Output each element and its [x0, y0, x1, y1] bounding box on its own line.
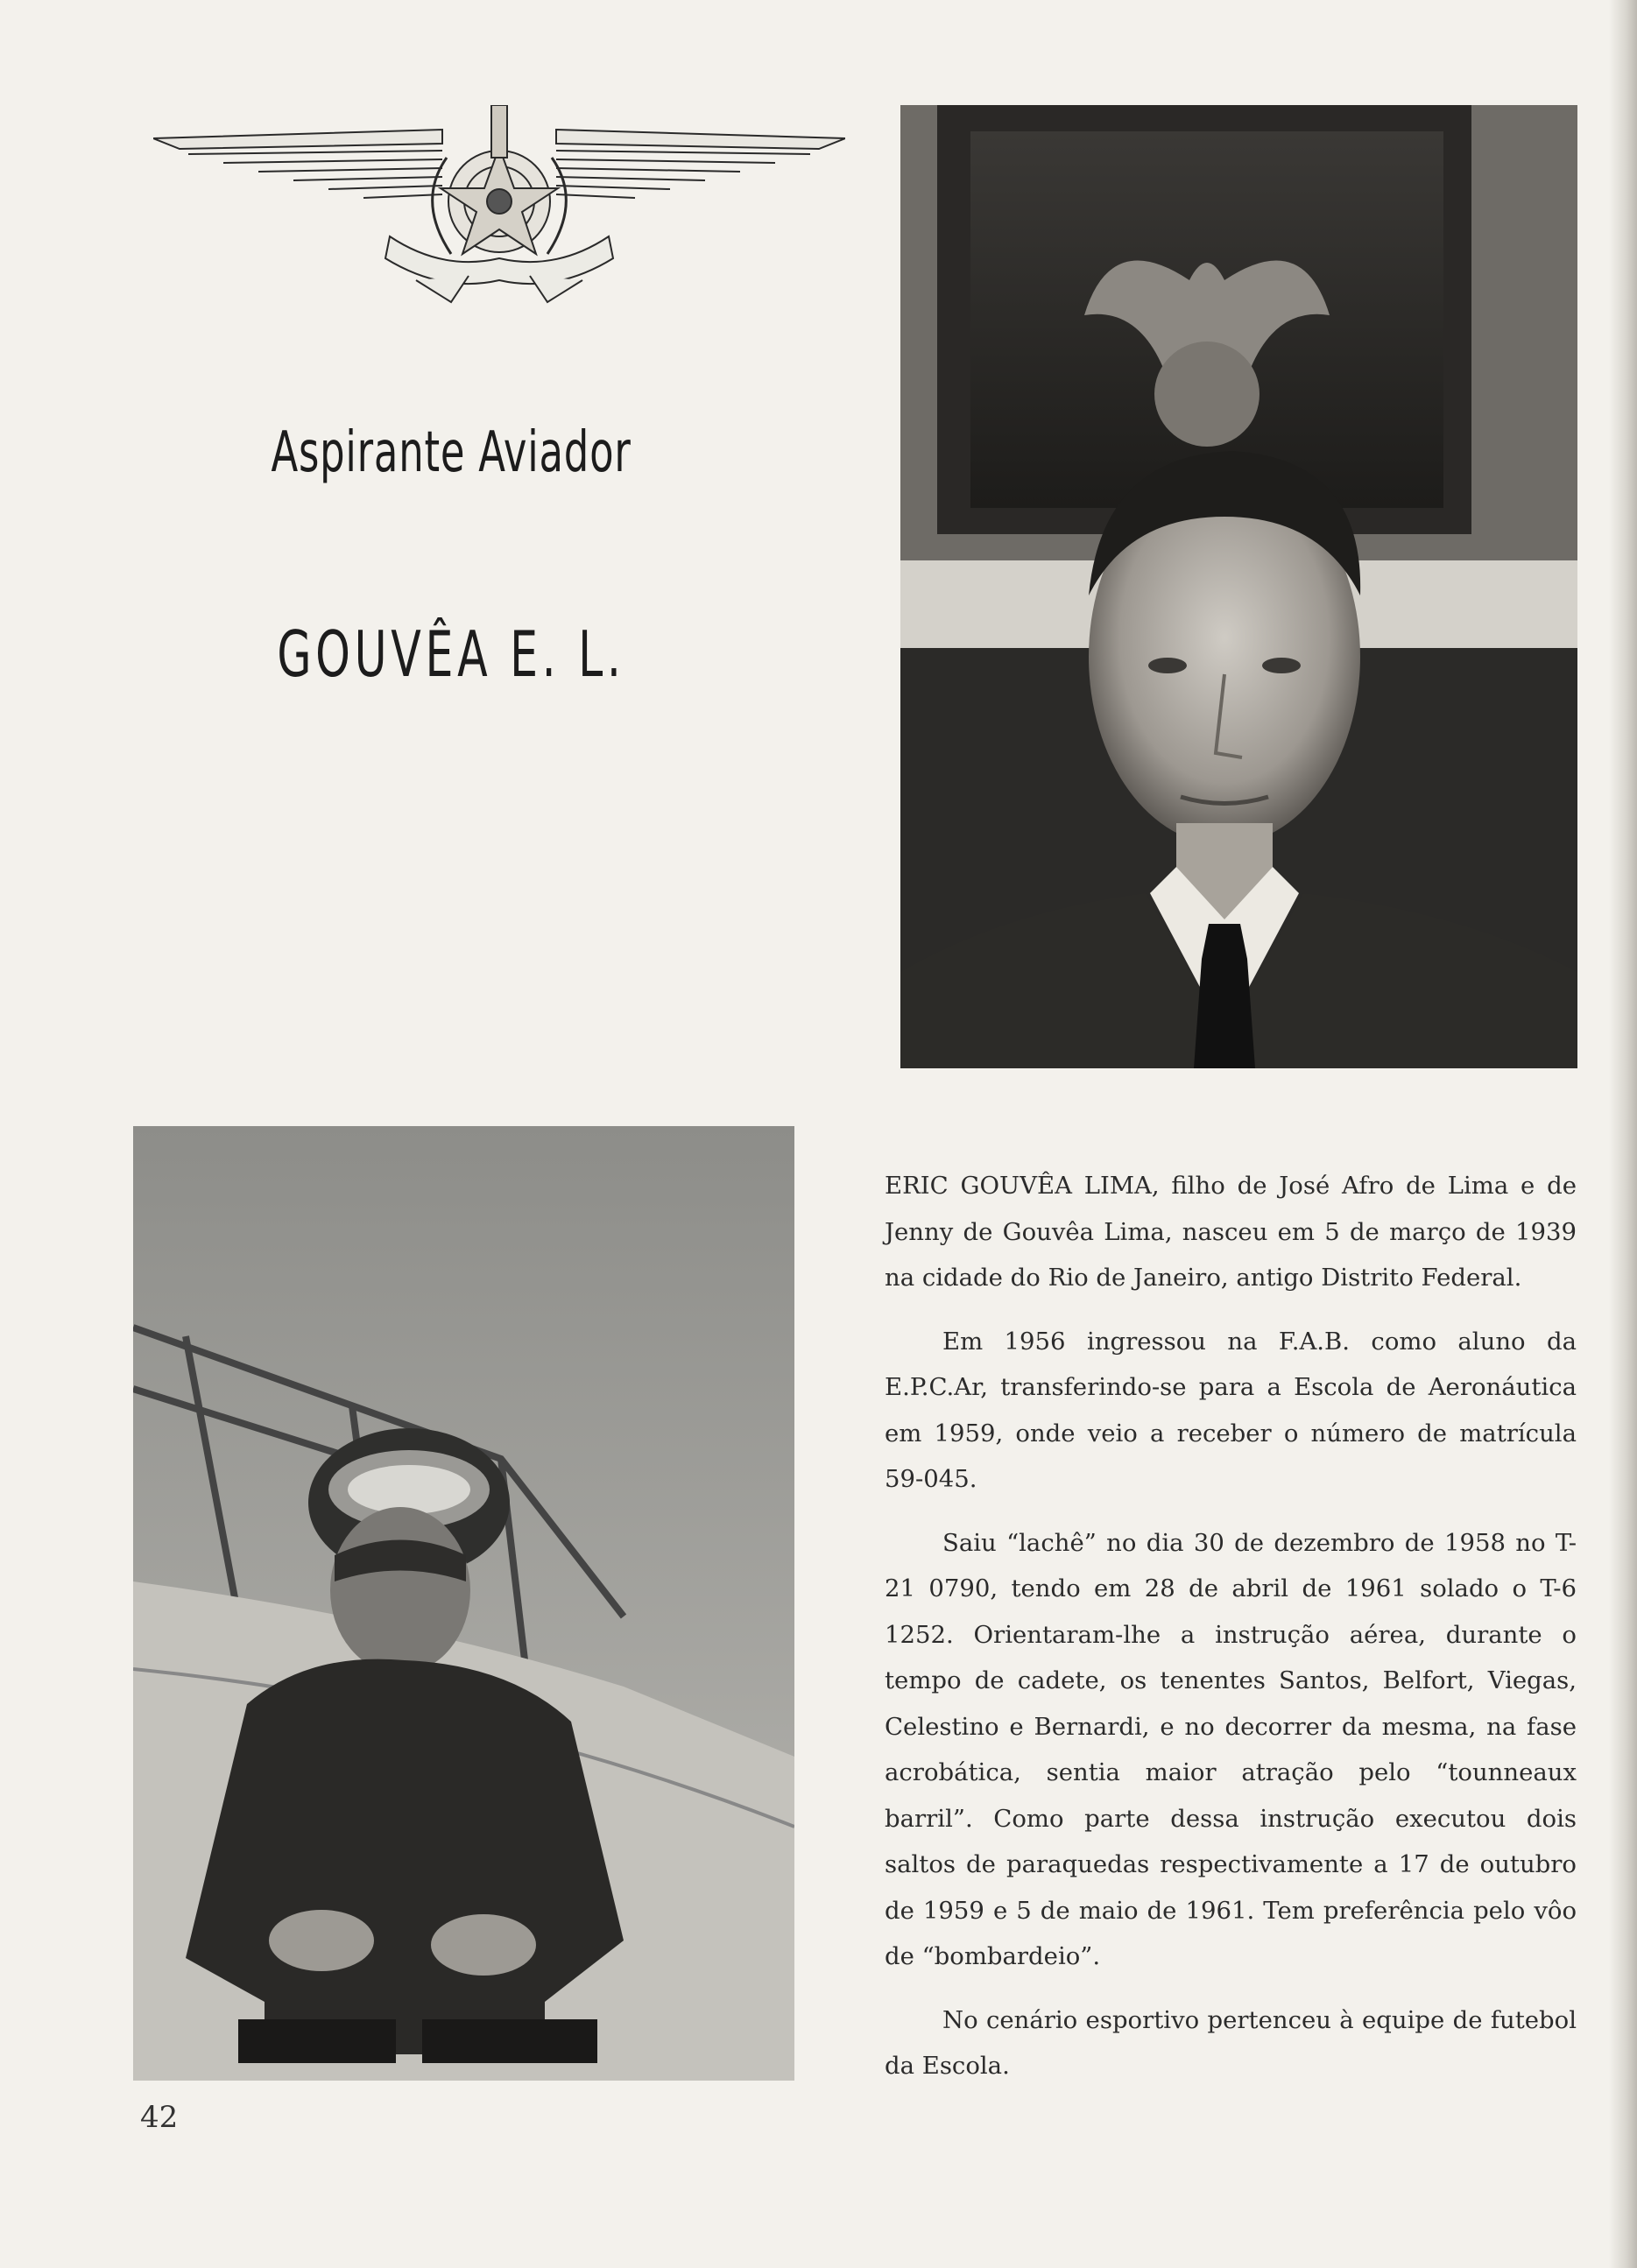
pilot-photo: [133, 1126, 794, 2081]
page-edge-shadow: [1609, 0, 1637, 2268]
page-number: 42: [140, 2100, 179, 2135]
biography-paragraph: No cenário esportivo pertenceu à equipe de futebol da Escola.: [885, 2005, 1577, 2080]
biography-text: [885, 1163, 1577, 2107]
cadet-name: GOUVÊA E. L.: [277, 617, 625, 691]
air-force-wings-icon: [153, 105, 845, 306]
biography-paragraph: Em 1956 ingressou na F.A.B. como aluno da E.P.C.Ar, transferindo-se para a Escola de Aeronáutica em 1959, onde veio a receber o número de matrícula 59-045.: [885, 1327, 1577, 1493]
rank-title: Aspirante Aviador: [271, 420, 632, 485]
biography-paragraph: Saiu “lachê” no dia 30 de dezembro de 1958 no T-21 0790, tendo em 28 de abril de 1961 solado o T-6 1252. Orientaram-lhe a instrução aérea, durante o tempo de cadete, os tenentes Santos, Belfort, Viegas, Celestino e Bernardi, e no decorrer da mesma, na fase acrobática, sentia maior atração pelo “tounneaux barril”. Como parte dessa instrução executou dois saltos de paraquedas respectivamente a 17 de outubro de 1959 e 5 de maio de 1961. Tem preferência pelo vôo de “bombardeio”.: [885, 1528, 1577, 1970]
portrait-photo: [900, 105, 1577, 1068]
biography-paragraph: ERIC GOUVÊA LIMA, filho de José Afro de Lima e de Jenny de Gouvêa Lima, nasceu em 5 de março de 1939 na cidade do Rio de Janeiro, antigo Distrito Federal.: [885, 1172, 1577, 1292]
